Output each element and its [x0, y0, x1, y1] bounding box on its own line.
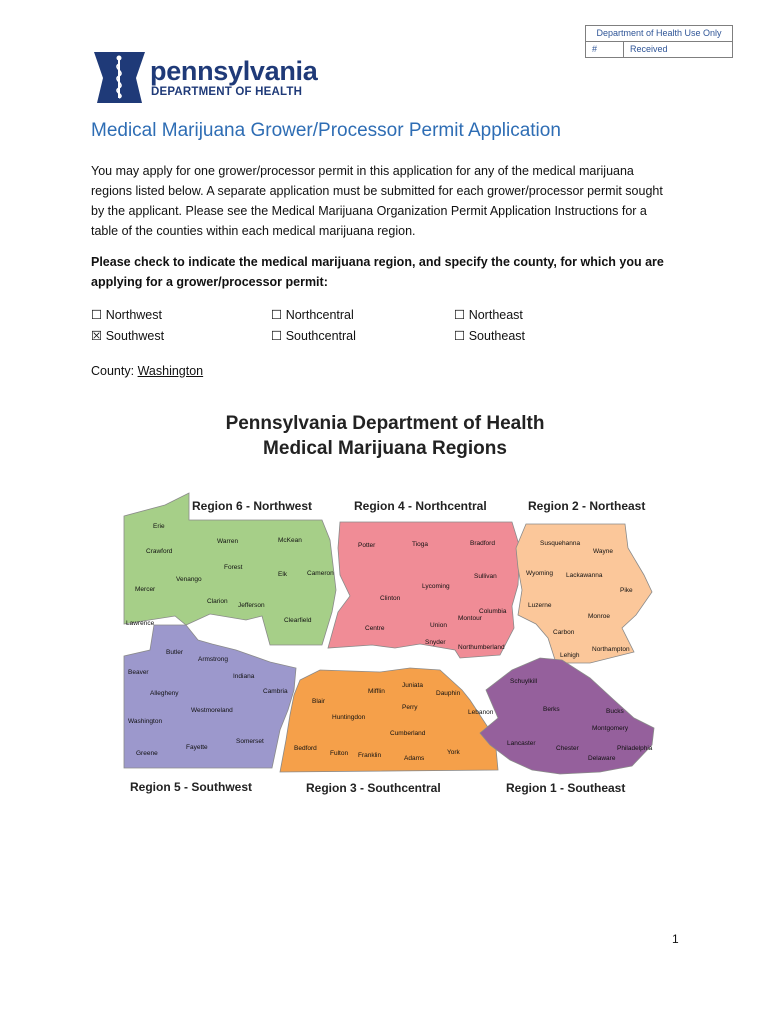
option-label: Southcentral — [285, 329, 356, 343]
intro-paragraph: You may apply for one grower/processor permit in this application for any of the medical marijuana regions listed below. A separate application must be submitted for each grower/processor permit sought by the applicant. Please see the Medical Marijuana Organization Permit Application Instructions for a table of the counties within each medical marijuana region. — [91, 164, 663, 238]
region-3-label: Region 3 - Southcentral — [306, 781, 441, 795]
county-label-lebanon: Lebanon — [468, 709, 494, 716]
county-label-centre: Centre — [365, 625, 385, 632]
county-label-perry: Perry — [402, 704, 418, 711]
county-label-mckean: McKean — [278, 537, 302, 544]
county-label-elk: Elk — [278, 571, 288, 578]
logo-wordmark: pennsylvania — [150, 56, 318, 86]
county-label-allegheny: Allegheny — [150, 690, 179, 697]
county-label-juniata: Juniata — [402, 682, 423, 689]
county-label-franklin: Franklin — [358, 752, 382, 759]
county-label-lawrence: Lawrence — [126, 620, 155, 627]
checkbox-northcentral[interactable]: ☐ — [271, 308, 283, 322]
checkbox-northwest[interactable]: ☐ — [91, 308, 103, 322]
county-label-greene: Greene — [136, 750, 158, 757]
county-label-clinton: Clinton — [380, 595, 401, 602]
option-label: Northwest — [105, 308, 162, 322]
county-value[interactable]: Washington — [137, 364, 204, 378]
county-label-adams: Adams — [404, 755, 425, 762]
county-label-cumberland: Cumberland — [390, 730, 426, 737]
region-4-label: Region 4 - Northcentral — [354, 499, 487, 513]
county-label-philadelphia: Philadelphia — [617, 745, 653, 752]
county-label-bedford: Bedford — [294, 745, 317, 752]
county-label-pike: Pike — [620, 587, 633, 594]
county-label-forest: Forest — [224, 564, 243, 571]
county-label-fayette: Fayette — [186, 744, 208, 751]
county-label-crawford: Crawford — [146, 548, 173, 555]
number-field: # — [586, 42, 624, 57]
checkbox-northeast[interactable]: ☐ — [454, 308, 466, 322]
region-5-label: Region 5 - Southwest — [130, 780, 253, 794]
county-label-union: Union — [430, 622, 447, 629]
county-label-clearfield: Clearfield — [284, 617, 312, 624]
received-field: Received — [630, 44, 668, 54]
region-2-label: Region 2 - Northeast — [528, 499, 646, 513]
county-label-susquehanna: Susquehanna — [540, 540, 581, 547]
county-label-cameron: Cameron — [307, 570, 334, 577]
county-label-monroe: Monroe — [588, 613, 611, 620]
county-label-cambria: Cambria — [263, 688, 288, 695]
map-title-line2: Medical Marijuana Regions — [263, 438, 507, 459]
department-use-header: Department of Health Use Only — [586, 26, 732, 42]
county-label-northampton: Northampton — [592, 646, 630, 653]
county-label-luzerne: Luzerne — [528, 602, 552, 609]
option-label: Southwest — [105, 329, 165, 343]
checkbox-southwest[interactable]: ☒ — [91, 329, 103, 343]
county-label-armstrong: Armstrong — [198, 656, 228, 663]
county-label-delaware: Delaware — [588, 755, 616, 762]
checkbox-southeast[interactable]: ☐ — [454, 329, 466, 343]
county-label-mercer: Mercer — [135, 586, 156, 593]
county-label-schuylkill: Schuylkill — [510, 678, 538, 685]
county-label-jefferson: Jefferson — [238, 602, 265, 609]
county-label-wayne: Wayne — [593, 548, 613, 555]
county-label-columbia: Columbia — [479, 608, 507, 615]
county-label-northumberland: Northumberland — [458, 644, 505, 651]
county-label-blair: Blair — [312, 698, 326, 705]
county-label-montour: Montour — [458, 615, 482, 622]
option-label: Northcentral — [285, 308, 354, 322]
county-label-sullivan: Sullivan — [474, 573, 497, 580]
county-label-dauphin: Dauphin — [436, 690, 461, 697]
region-1-label: Region 1 - Southeast — [506, 781, 626, 795]
page-title: Medical Marijuana Grower/Processor Permit Application — [91, 120, 561, 141]
county-label-venango: Venango — [176, 576, 202, 583]
checkbox-southcentral[interactable]: ☐ — [271, 329, 283, 343]
county-label-washington: Washington — [128, 718, 163, 725]
region-3-shape — [280, 668, 498, 772]
county-label-huntingdon: Huntingdon — [332, 714, 366, 721]
option-label: Southeast — [468, 329, 525, 343]
county-label-lehigh: Lehigh — [560, 652, 580, 659]
county-label-tioga: Tioga — [412, 541, 429, 548]
region-1-shape — [480, 658, 654, 774]
county-label-york: York — [447, 749, 460, 756]
county-label-indiana: Indiana — [233, 673, 255, 680]
page-number: 1 — [672, 932, 679, 946]
county-label-butler: Butler — [166, 649, 183, 656]
county-label-bradford: Bradford — [470, 540, 495, 547]
county-label-somerset: Somerset — [236, 738, 264, 745]
county-label: County: — [91, 364, 135, 378]
county-label-wyoming: Wyoming — [526, 570, 554, 577]
county-label-warren: Warren — [217, 538, 239, 545]
county-label-clarion: Clarion — [207, 598, 228, 605]
county-label-lancaster: Lancaster — [507, 740, 536, 747]
county-label-beaver: Beaver — [128, 669, 149, 676]
county-label-lackawanna: Lackawanna — [566, 572, 603, 579]
county-label-berks: Berks — [543, 706, 560, 713]
map-title-line1: Pennsylvania Department of Health — [225, 413, 545, 434]
county-label-erie: Erie — [153, 523, 165, 530]
option-label: Northeast — [468, 308, 523, 322]
county-label-mifflin: Mifflin — [368, 688, 385, 695]
county-label-lycoming: Lycoming — [422, 583, 450, 590]
county-label-fulton: Fulton — [330, 750, 349, 757]
county-label-bucks: Bucks — [606, 708, 624, 715]
county-label-chester: Chester — [556, 745, 579, 752]
logo-subtitle: DEPARTMENT OF HEALTH — [151, 86, 303, 98]
county-label-snyder: Snyder — [425, 639, 446, 646]
county-label-carbon: Carbon — [553, 629, 575, 636]
county-label-montgomery: Montgomery — [592, 725, 629, 732]
instruction-paragraph: Please check to indicate the medical marijuana region, and specify the county, for which you are applying for a grower/processor permit: — [91, 255, 664, 289]
county-label-westmoreland: Westmoreland — [191, 707, 233, 714]
county-label-potter: Potter — [358, 542, 376, 549]
region-6-label: Region 6 - Northwest — [192, 499, 313, 513]
